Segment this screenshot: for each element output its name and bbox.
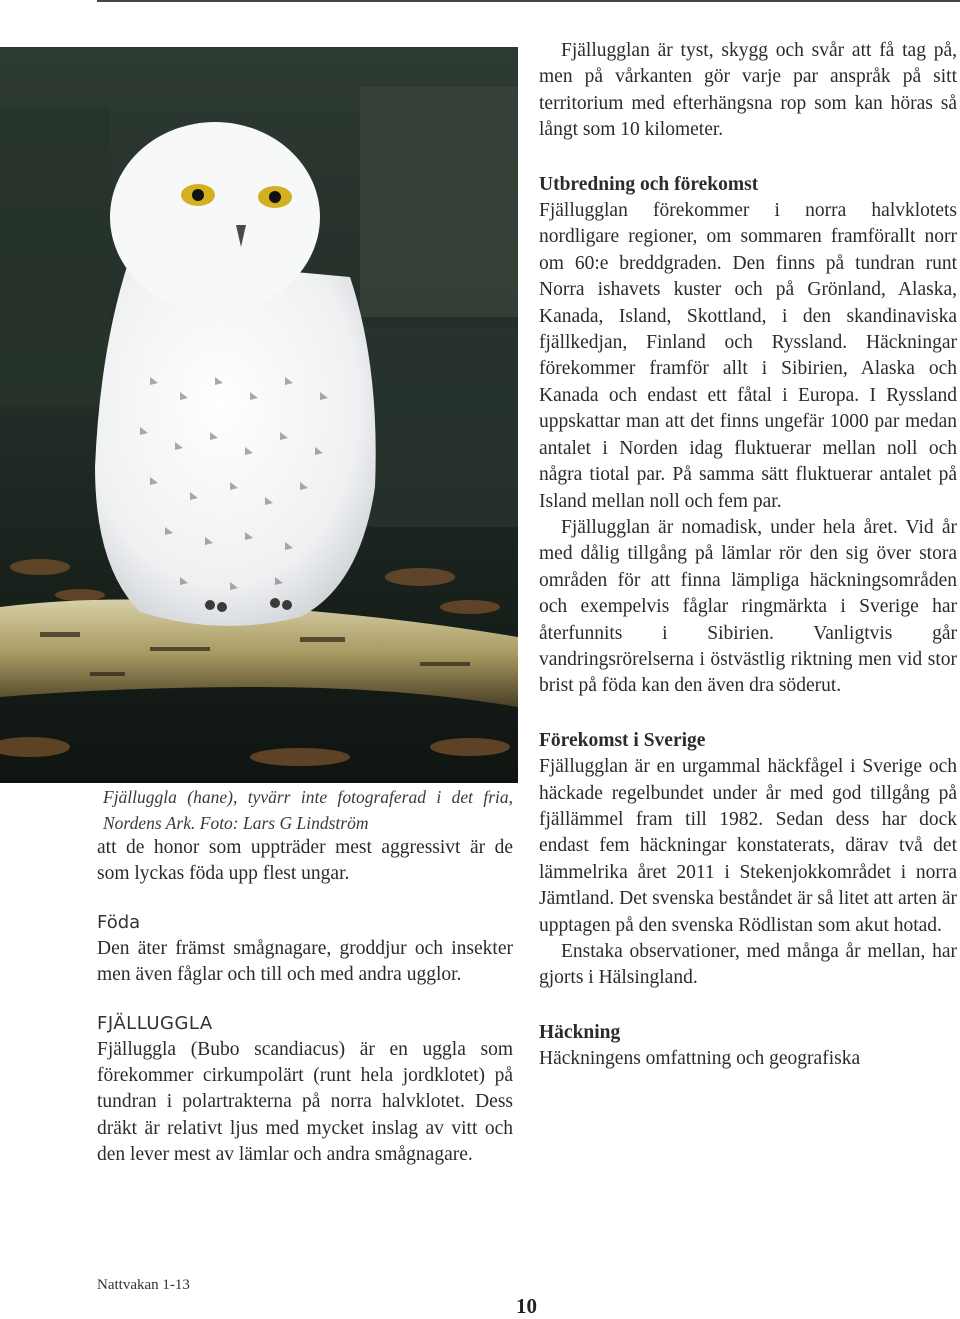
fjalluggla-heading: FJÄLLUGGLA — [97, 1012, 213, 1034]
nomadisk-text: Fjällugglan är nomadisk, under hela året. Vid år med dålig tillgång på lämlar rör den sig över stora områden för att finna lämpliga häckningsområden och exempelvis fåglar ringmärkta i Sverige har återfunnits i Sibirien. Vanligtvis går vandringsrörelserna i östvästlig riktning men vid stor brist på föda kan den även dra söderut. — [539, 516, 957, 697]
sverige-heading: Förekomst i Sverige — [539, 729, 706, 751]
foda-heading: Föda — [97, 911, 141, 933]
right-column — [539, 38, 957, 1073]
left-column — [97, 835, 513, 1169]
utbredning-heading: Utbredning och förekomst — [539, 173, 759, 195]
page-number: 10 — [516, 1294, 537, 1318]
snowy-owl-photo — [0, 47, 518, 783]
photo-caption — [103, 784, 513, 836]
sverige-text: Fjällugglan är en urgammal häckfågel i Sverige och häckade regelbundet under år med god tillgång på fjällämmel fram till 1982. Sedan dess har dock endast fem häckningar konstaterats, därav två det lämmelrika året 2011 i Stekenjokkområdet i norra Jämtland. Det svenska beståndet är så litet att arten är upptagen på den svenska Rödlistan som akut hotad. — [539, 756, 958, 936]
fjalluggla-text: Fjälluggla (Bubo scandiacus) är en uggla som förekommer cirkumpolärt (runt hela jordklotet) på tundran i polartrakterna på norra halvklotet. Dess dräkt är relativt ljus med mycket inslag av vitt och den lever mest av lämlar och andra smågnagare. — [97, 1038, 513, 1166]
hackning-heading: Häckning — [539, 1021, 621, 1043]
caption-text: Fjälluggla (hane), tyvärr inte fotograferad i det fria, Nordens Ark. — [103, 787, 513, 833]
top-rule — [97, 0, 960, 2]
caption-credit: Foto: Lars G Lindström — [199, 813, 369, 833]
magazine-issue: Nattvakan 1-13 — [97, 1277, 190, 1293]
hackning-text: Häckningens omfattning och geografiska — [539, 1048, 861, 1070]
halsingland-text: Enstaka observationer, med många år mellan, har gjorts i Hälsingland. — [539, 941, 957, 989]
foda-text: Den äter främst smågnagare, groddjur och insekter men även fåglar och till och med andra ugglor. — [97, 937, 513, 986]
utbredning-text: Fjällugglan förekommer i norra halvklotets nordligare regioner, om sommaren framförallt norr om 60:e breddgraden. Den finns på tundran runt Norra ishavets kuster och på Grönland, Alaska, Kanada, Island, Skottland, i den skandinaviska fjällkedjan, Finland och Ryssland. Häckningar förekommer framför allt i Sibirien, Alaska och Kanada och endast ett fåtal i Europa. I Ryssland uppskattar man att det finns ungefär 1000 par medan antalet i Norden idag fluktuerar mellan noll och några tiotal par. På samma sätt fluktuerar antalet på Island mellan noll och fem par. — [539, 200, 957, 512]
left-intro: att de honor som uppträder mest aggressivt är de som lyckas föda upp flest ungar. — [97, 837, 513, 885]
right-intro: Fjällugglan är tyst, skygg och svår att få tag på, men på vårkanten gör varje par anspråk på sitt territorium med efterhängsna rop som kan höras så långt som 10 kilometer. — [539, 40, 957, 141]
